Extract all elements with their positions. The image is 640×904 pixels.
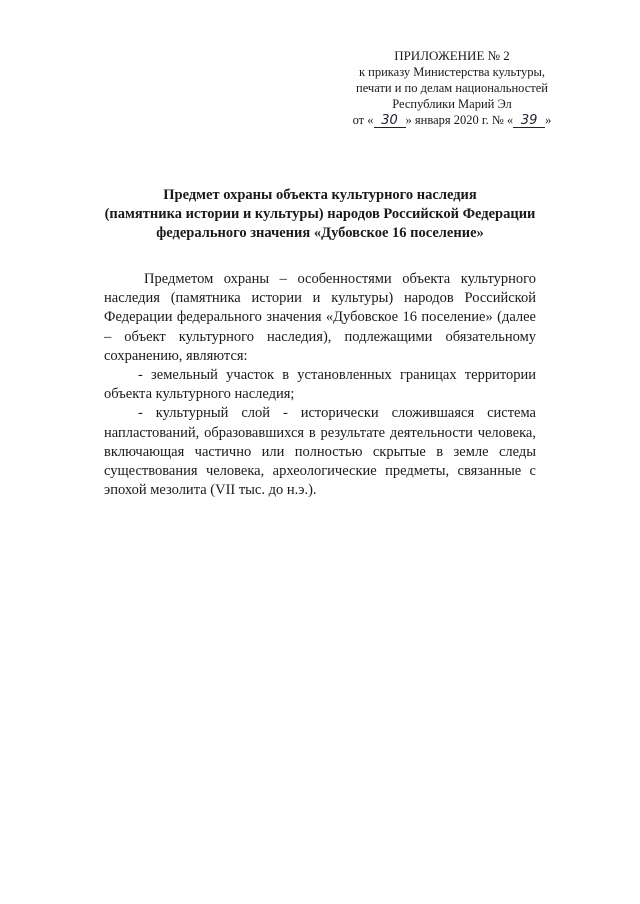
ministry-name: печати и по делам национальностей — [356, 81, 548, 95]
republic-name: Республики Марий Эл — [392, 97, 512, 111]
order-date-line — [332, 112, 572, 128]
date-suffix: » — [545, 113, 552, 127]
appendix-header — [332, 48, 572, 128]
list-item-land-plot: - земельный участок в установленных границах территории объекта культурного наследия; — [104, 367, 536, 403]
date-middle: » января 2020 г. № « — [405, 113, 514, 127]
intro-paragraph: Предметом охраны – особенностями объекта культурного наследия (памятника истории и культуры) народов Российской Федерации федерального значения «Дубовское 16 поселение» (далее – объект культурного наследия), подлежащими обязательному сохранению, являются: — [104, 271, 536, 364]
order-reference: к приказу Министерства культуры, — [358, 65, 546, 79]
document-title — [100, 186, 540, 243]
title-line-1: Предмет охраны объекта культурного наследия — [163, 187, 477, 203]
handwritten-day: 30 — [374, 114, 406, 128]
date-prefix: от « — [352, 113, 374, 127]
document-body — [104, 270, 536, 500]
list-item-cultural-layer: - культурный слой - исторически сложившаяся система напластований, образовавшихся в результате деятельности человека, включающая частично или полностью скрытые в земле следы существования человека, археологические предметы, связанные с эпохой мезолита (VII тыс. до н.э.). — [104, 405, 536, 499]
appendix-number: ПРИЛОЖЕНИЕ № 2 — [394, 48, 510, 63]
handwritten-order-number: 39 — [513, 114, 545, 128]
title-line-2: (памятника истории и культуры) народов Российской Федерации — [104, 206, 536, 222]
title-line-3: федерального значения «Дубовское 16 поселение» — [156, 225, 484, 241]
